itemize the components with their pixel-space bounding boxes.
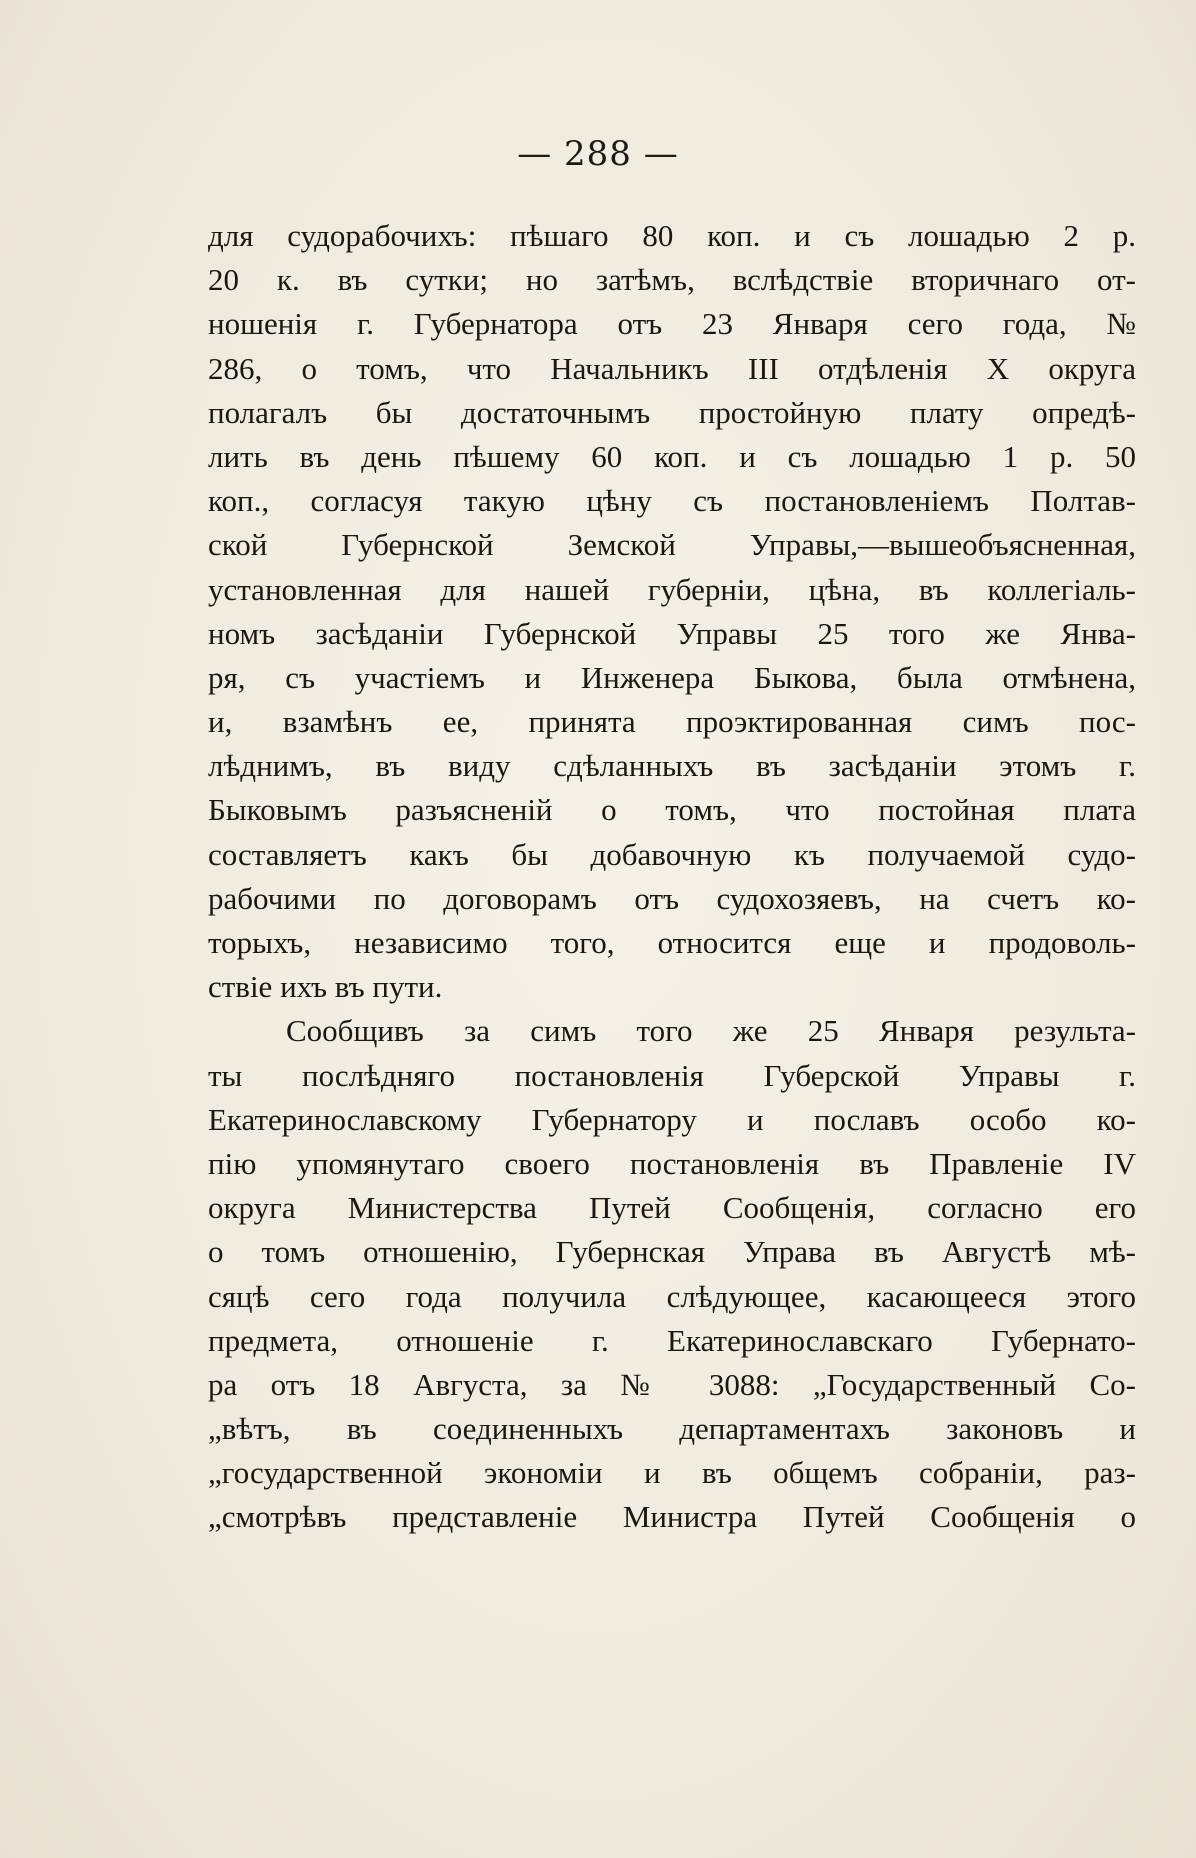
text-line: установленная для нашей губерніи, цѣна, въ коллегіаль- (208, 571, 1136, 607)
text-line: 286, о томъ, что Начальникъ III отдѣленія X округа (208, 350, 1136, 386)
text-line: рабочими по договорамъ отъ судохозяевъ, на счетъ ко- (208, 880, 1136, 916)
text-line: коп., согласуя такую цѣну съ постановленіемъ Полтав- (208, 483, 1136, 519)
text-line: составляетъ какъ бы добавочную къ получаемой судо- (208, 836, 1136, 872)
text-line: ношенія г. Губернатора отъ 23 Января сего года, № (208, 306, 1136, 342)
text-line: „государственной экономіи и въ общемъ собраніи, раз- (208, 1455, 1136, 1491)
text-line: торыхъ, независимо того, относится еще и продоволь- (208, 925, 1136, 960)
text-line: Быковымъ разъясненій о томъ, что постойная плата (208, 792, 1136, 828)
text-line: ря, съ участіемъ и Инженера Быкова, была отмѣнена, (208, 659, 1136, 695)
text-line: ской Губернской Земской Управы,—вышеобъясненная, (208, 527, 1136, 563)
paragraph-start-line: Сообщивъ за симъ того же 25 Января результа- (286, 1013, 1136, 1049)
page-number: — 288 — (517, 134, 679, 174)
text-line: 20 к. въ сутки; но затѣмъ, вслѣдствіе вторичнаго от- (208, 262, 1136, 298)
text-line: для судорабочихъ: пѣшаго 80 коп. и съ лошадью 2 р. (208, 218, 1136, 253)
text-line: сяцѣ сего года получила слѣдующее, касающееся этого (208, 1278, 1136, 1314)
paragraph-end-line: ствіе ихъ въ пути. (208, 969, 443, 1005)
text-line: номъ засѣданіи Губернской Управы 25 того же Янва- (208, 615, 1136, 651)
text-line: лѣднимъ, въ виду сдѣланныхъ въ засѣданіи этомъ г. (208, 748, 1136, 784)
text-line: „смотрѣвъ представленіе Министра Путей Сообщенія о (208, 1499, 1136, 1535)
text-line: о томъ отношенію, Губернская Управа въ Августѣ мѣ- (208, 1234, 1136, 1270)
text-line: „вѣтъ, въ соединенныхъ департаментахъ законовъ и (208, 1411, 1136, 1447)
text-line: округа Министерства Путей Сообщенія, согласно его (208, 1190, 1136, 1226)
text-line: Екатеринославскому Губернатору и пославъ особо ко- (208, 1101, 1136, 1137)
text-line: и, взамѣнъ ее, принята проэктированная симъ пос- (208, 704, 1136, 740)
text-line: пію упомянутаго своего постановленія въ Правленіе IV (208, 1145, 1136, 1181)
text-line: ра отъ 18 Августа, за № 3088: „Государственный Со- (208, 1366, 1136, 1402)
body-text (208, 214, 1136, 1540)
text-line: лить въ день пѣшему 60 коп. и съ лошадью 1 р. 50 (208, 438, 1136, 474)
text-line: ты послѣдняго постановленія Губерской Управы г. (208, 1057, 1136, 1093)
text-line: предмета, отношеніе г. Екатеринославскаго Губернато- (208, 1322, 1136, 1358)
text-line: полагалъ бы достаточнымъ простойную плату опредѣ- (208, 394, 1136, 430)
